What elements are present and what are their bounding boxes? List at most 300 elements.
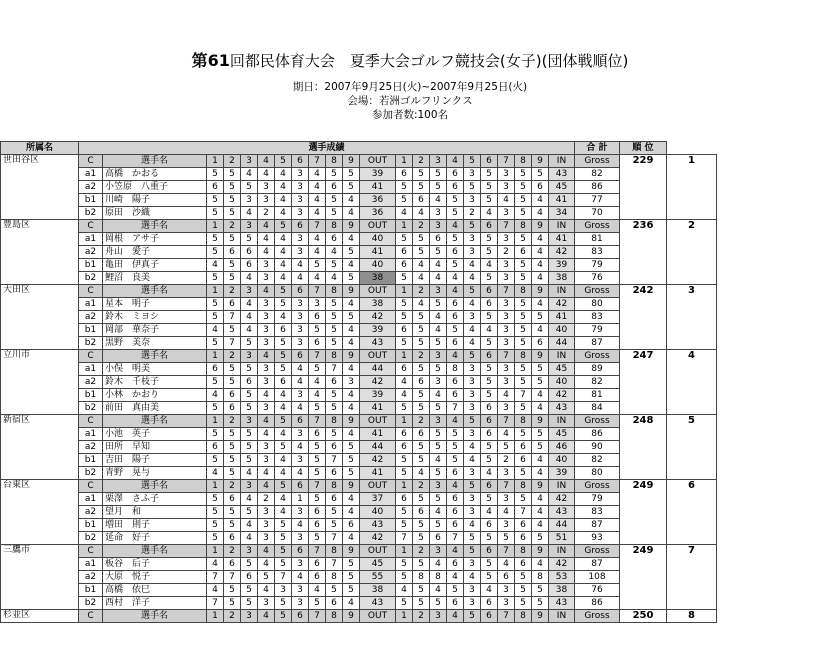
page-title xyxy=(0,48,820,71)
column-header: 2 xyxy=(224,415,241,428)
hole-score: 6 xyxy=(275,376,292,389)
player-name: 鈴木 千枝子 xyxy=(103,376,207,389)
in-total: 42 xyxy=(549,389,575,402)
column-header: 2 xyxy=(224,220,241,233)
hole-score: 6 xyxy=(515,441,532,454)
hole-score: 8 xyxy=(326,571,343,584)
hole-score: 5 xyxy=(241,454,258,467)
hole-score: 4 xyxy=(241,519,258,532)
hole-score: 5 xyxy=(343,246,360,259)
out-total: 40 xyxy=(360,233,396,246)
hole-score: 6 xyxy=(430,532,447,545)
hole-score: 5 xyxy=(207,493,224,506)
hole-score: 5 xyxy=(515,467,532,480)
player-row xyxy=(1,558,717,571)
player-name: 吉田 陽子 xyxy=(103,454,207,467)
hole-score: 6 xyxy=(207,441,224,454)
out-total: 40 xyxy=(360,506,396,519)
hole-score: 6 xyxy=(515,519,532,532)
column-header: 3 xyxy=(430,415,447,428)
hole-score: 5 xyxy=(326,389,343,402)
column-header: 2 xyxy=(224,285,241,298)
player-row xyxy=(1,584,717,597)
hole-score: 4 xyxy=(241,272,258,285)
hole-score: 3 xyxy=(498,259,515,272)
column-header: 9 xyxy=(532,480,549,493)
column-header: 3 xyxy=(430,155,447,168)
out-total: 43 xyxy=(360,519,396,532)
header-total: 合 計 xyxy=(575,142,620,155)
player-row xyxy=(1,337,717,350)
hole-score: 1 xyxy=(292,493,309,506)
hole-score: 4 xyxy=(532,259,549,272)
hole-score: 4 xyxy=(292,376,309,389)
hole-score: 5 xyxy=(224,259,241,272)
hole-score: 6 xyxy=(241,571,258,584)
hole-score: 3 xyxy=(275,584,292,597)
hole-score: 5 xyxy=(515,324,532,337)
hole-score: 5 xyxy=(447,428,464,441)
in-total: 39 xyxy=(549,259,575,272)
hole-score: 6 xyxy=(309,311,326,324)
in-total: 53 xyxy=(549,571,575,584)
hole-score: 5 xyxy=(224,428,241,441)
hole-score: 4 xyxy=(498,389,515,402)
hole-score: 5 xyxy=(532,363,549,376)
hole-score: 4 xyxy=(275,246,292,259)
hole-score: 4 xyxy=(326,246,343,259)
hole-score: 3 xyxy=(292,168,309,181)
hole-score: 4 xyxy=(241,532,258,545)
team-total: 247 xyxy=(620,350,667,415)
column-header: 6 xyxy=(481,155,498,168)
hole-score: 5 xyxy=(343,571,360,584)
hole-score: 5 xyxy=(447,324,464,337)
hole-score: 4 xyxy=(275,454,292,467)
column-header: 9 xyxy=(343,415,360,428)
player-row xyxy=(1,168,717,181)
column-header: Gross xyxy=(575,610,620,623)
hole-score: 5 xyxy=(515,207,532,220)
player-name: 黒野 美奈 xyxy=(103,337,207,350)
player-row xyxy=(1,493,717,506)
hole-score: 7 xyxy=(447,402,464,415)
hole-score: 5 xyxy=(309,493,326,506)
hole-score: 5 xyxy=(515,363,532,376)
hole-score: 3 xyxy=(258,506,275,519)
player-name: 小林 かおり xyxy=(103,389,207,402)
player-row xyxy=(1,376,717,389)
player-row xyxy=(1,389,717,402)
hole-score: 4 xyxy=(275,506,292,519)
column-header: C xyxy=(79,350,103,363)
hole-score: 4 xyxy=(343,363,360,376)
column-header: C xyxy=(79,155,103,168)
column-header: 3 xyxy=(430,350,447,363)
hole-score: 4 xyxy=(447,272,464,285)
hole-score: 4 xyxy=(292,441,309,454)
hole-score: 4 xyxy=(241,467,258,480)
gross-score: 80 xyxy=(575,298,620,311)
in-total: 43 xyxy=(549,402,575,415)
hole-score: 5 xyxy=(515,181,532,194)
column-header: 2 xyxy=(413,350,430,363)
hole-score: 3 xyxy=(258,454,275,467)
hole-score: 6 xyxy=(224,558,241,571)
hole-score: 5 xyxy=(207,298,224,311)
hole-score: 3 xyxy=(292,558,309,571)
hole-score: 4 xyxy=(275,168,292,181)
hole-score: 6 xyxy=(413,506,430,519)
gross-score: 76 xyxy=(575,272,620,285)
team-total: 250 xyxy=(620,610,667,623)
column-header: 4 xyxy=(447,610,464,623)
hole-score: 5 xyxy=(241,389,258,402)
hole-score: 4 xyxy=(413,207,430,220)
gross-score: 82 xyxy=(575,454,620,467)
hole-score: 5 xyxy=(515,298,532,311)
player-category: a1 xyxy=(79,168,103,181)
hole-score: 5 xyxy=(515,259,532,272)
hole-score: 6 xyxy=(224,402,241,415)
gross-score: 81 xyxy=(575,233,620,246)
hole-score: 3 xyxy=(464,597,481,610)
hole-score: 5 xyxy=(532,376,549,389)
out-total: 41 xyxy=(360,402,396,415)
column-header: 選手名 xyxy=(103,220,207,233)
hole-score: 2 xyxy=(464,207,481,220)
hole-score: 3 xyxy=(498,337,515,350)
hole-score: 3 xyxy=(292,246,309,259)
column-header: 1 xyxy=(207,415,224,428)
column-header: OUT xyxy=(360,350,396,363)
hole-score: 3 xyxy=(343,376,360,389)
hole-score: 4 xyxy=(481,506,498,519)
event-venue: 会場：若洲ゴルフリンクス xyxy=(347,95,473,107)
player-row xyxy=(1,181,717,194)
team-header-row xyxy=(1,610,717,623)
hole-score: 3 xyxy=(464,493,481,506)
player-category: b2 xyxy=(79,402,103,415)
hole-score: 4 xyxy=(343,324,360,337)
hole-score: 5 xyxy=(326,194,343,207)
hole-score: 5 xyxy=(207,311,224,324)
column-header: 6 xyxy=(481,350,498,363)
column-header: 3 xyxy=(241,480,258,493)
hole-score: 5 xyxy=(241,506,258,519)
column-header: IN xyxy=(549,610,575,623)
column-header: 4 xyxy=(447,155,464,168)
column-header: 7 xyxy=(309,480,326,493)
hole-score: 5 xyxy=(396,402,413,415)
column-header: 2 xyxy=(224,350,241,363)
hole-score: 3 xyxy=(258,402,275,415)
hole-score: 6 xyxy=(224,493,241,506)
column-header: IN xyxy=(549,415,575,428)
team-header-row xyxy=(1,220,717,233)
hole-score: 5 xyxy=(481,194,498,207)
hole-score: 5 xyxy=(326,324,343,337)
hole-score: 5 xyxy=(430,168,447,181)
column-header: Gross xyxy=(575,220,620,233)
column-header: 9 xyxy=(343,480,360,493)
hole-score: 5 xyxy=(396,181,413,194)
hole-score: 4 xyxy=(481,584,498,597)
hole-score: 3 xyxy=(258,181,275,194)
hole-score: 4 xyxy=(275,272,292,285)
player-category: b1 xyxy=(79,519,103,532)
column-header: 5 xyxy=(275,545,292,558)
team-header-row xyxy=(1,545,717,558)
column-header: 5 xyxy=(275,610,292,623)
hole-score: 6 xyxy=(447,519,464,532)
hole-score: 3 xyxy=(258,324,275,337)
hole-score: 5 xyxy=(396,558,413,571)
player-row xyxy=(1,441,717,454)
team-rank: 8 xyxy=(667,610,717,623)
hole-score: 4 xyxy=(532,389,549,402)
hole-score: 5 xyxy=(515,272,532,285)
hole-score: 6 xyxy=(241,376,258,389)
gross-score: 87 xyxy=(575,558,620,571)
hole-score: 4 xyxy=(532,467,549,480)
hole-score: 3 xyxy=(258,272,275,285)
hole-score: 3 xyxy=(498,311,515,324)
column-header: 4 xyxy=(258,610,275,623)
column-header: 8 xyxy=(515,545,532,558)
column-header: IN xyxy=(549,285,575,298)
hole-score: 7 xyxy=(326,363,343,376)
hole-score: 3 xyxy=(498,597,515,610)
column-header: 4 xyxy=(258,155,275,168)
hole-score: 4 xyxy=(430,272,447,285)
hole-score: 6 xyxy=(447,181,464,194)
team-rank: 7 xyxy=(667,545,717,610)
hole-score: 6 xyxy=(481,298,498,311)
hole-score: 5 xyxy=(275,532,292,545)
hole-score: 5 xyxy=(241,337,258,350)
hole-score: 5 xyxy=(498,532,515,545)
hole-score: 3 xyxy=(292,337,309,350)
hole-score: 5 xyxy=(326,298,343,311)
hole-score: 5 xyxy=(275,519,292,532)
hole-score: 4 xyxy=(343,506,360,519)
hole-score: 3 xyxy=(498,207,515,220)
column-header: 2 xyxy=(413,480,430,493)
hole-score: 5 xyxy=(326,207,343,220)
hole-score: 6 xyxy=(481,597,498,610)
hole-score: 5 xyxy=(515,584,532,597)
hole-score: 4 xyxy=(532,246,549,259)
hole-score: 5 xyxy=(498,441,515,454)
hole-score: 5 xyxy=(430,298,447,311)
hole-score: 3 xyxy=(292,233,309,246)
column-header: 9 xyxy=(343,220,360,233)
hole-score: 4 xyxy=(464,454,481,467)
hole-score: 3 xyxy=(464,246,481,259)
player-row xyxy=(1,233,717,246)
in-total: 41 xyxy=(549,233,575,246)
header-rank: 順 位 xyxy=(620,142,667,155)
gross-score: 86 xyxy=(575,181,620,194)
column-header: 2 xyxy=(224,545,241,558)
hole-score: 5 xyxy=(207,233,224,246)
hole-score: 5 xyxy=(481,272,498,285)
hole-score: 3 xyxy=(464,168,481,181)
hole-score: 5 xyxy=(207,168,224,181)
hole-score: 5 xyxy=(532,428,549,441)
hole-score: 4 xyxy=(343,207,360,220)
column-header: 6 xyxy=(481,480,498,493)
column-header: 1 xyxy=(396,415,413,428)
column-header: 9 xyxy=(532,610,549,623)
column-header: OUT xyxy=(360,285,396,298)
hole-score: 5 xyxy=(464,532,481,545)
player-name: 小池 英子 xyxy=(103,428,207,441)
hole-score: 5 xyxy=(413,181,430,194)
participant-count: 参加者数:100名 xyxy=(371,109,449,121)
player-name: 西村 洋子 xyxy=(103,597,207,610)
player-name: 岡部 華奈子 xyxy=(103,324,207,337)
hole-score: 4 xyxy=(464,272,481,285)
player-name: 星本 明子 xyxy=(103,298,207,311)
hole-score: 4 xyxy=(207,259,224,272)
column-header: 1 xyxy=(396,610,413,623)
column-header: OUT xyxy=(360,155,396,168)
player-row xyxy=(1,194,717,207)
hole-score: 5 xyxy=(413,454,430,467)
column-header: 2 xyxy=(413,545,430,558)
hole-score: 5 xyxy=(447,259,464,272)
hole-score: 5 xyxy=(343,272,360,285)
in-total: 42 xyxy=(549,298,575,311)
column-header: 9 xyxy=(343,350,360,363)
hole-score: 5 xyxy=(430,246,447,259)
hole-score: 5 xyxy=(207,428,224,441)
in-total: 44 xyxy=(549,337,575,350)
player-row xyxy=(1,532,717,545)
hole-score: 6 xyxy=(481,428,498,441)
hole-score: 4 xyxy=(464,441,481,454)
hole-score: 5 xyxy=(413,532,430,545)
player-category: b2 xyxy=(79,272,103,285)
hole-score: 6 xyxy=(532,181,549,194)
hole-score: 5 xyxy=(207,454,224,467)
out-total: 41 xyxy=(360,181,396,194)
hole-score: 2 xyxy=(258,207,275,220)
hole-score: 3 xyxy=(498,324,515,337)
hole-score: 5 xyxy=(207,532,224,545)
hole-score: 4 xyxy=(275,467,292,480)
team-header-row xyxy=(1,480,717,493)
hole-score: 4 xyxy=(343,493,360,506)
in-total: 41 xyxy=(549,311,575,324)
hole-score: 5 xyxy=(413,584,430,597)
hole-score: 4 xyxy=(275,207,292,220)
hole-score: 4 xyxy=(309,233,326,246)
hole-score: 4 xyxy=(430,506,447,519)
hole-score: 7 xyxy=(224,571,241,584)
hole-score: 3 xyxy=(464,389,481,402)
hole-score: 3 xyxy=(498,402,515,415)
column-header: 9 xyxy=(343,155,360,168)
column-header: 選手名 xyxy=(103,415,207,428)
hole-score: 6 xyxy=(447,493,464,506)
hole-score: 8 xyxy=(532,571,549,584)
column-header: 9 xyxy=(532,155,549,168)
gross-score: 86 xyxy=(575,597,620,610)
team-rank: 3 xyxy=(667,285,717,350)
hole-score: 5 xyxy=(532,311,549,324)
hole-score: 4 xyxy=(292,571,309,584)
hole-score: 5 xyxy=(326,519,343,532)
hole-score: 3 xyxy=(292,506,309,519)
hole-score: 5 xyxy=(413,597,430,610)
in-total: 38 xyxy=(549,584,575,597)
column-header: 9 xyxy=(343,285,360,298)
hole-score: 4 xyxy=(309,389,326,402)
hole-score: 5 xyxy=(481,363,498,376)
hole-score: 4 xyxy=(309,272,326,285)
column-header: 4 xyxy=(258,545,275,558)
hole-score: 5 xyxy=(241,428,258,441)
gross-score: 83 xyxy=(575,506,620,519)
column-header: 5 xyxy=(464,480,481,493)
hole-score: 5 xyxy=(413,168,430,181)
hole-score: 3 xyxy=(464,376,481,389)
hole-score: 6 xyxy=(481,519,498,532)
column-header: C xyxy=(79,545,103,558)
team-rank: 5 xyxy=(667,415,717,480)
column-header: 8 xyxy=(326,480,343,493)
hole-score: 5 xyxy=(309,454,326,467)
player-name: 鯉沼 良美 xyxy=(103,272,207,285)
hole-score: 5 xyxy=(447,454,464,467)
hole-score: 6 xyxy=(224,246,241,259)
event-period: 期日：2007年9月25日(火)~2007年9月25日(火) xyxy=(292,81,528,93)
column-header: Gross xyxy=(575,285,620,298)
hole-score: 5 xyxy=(207,402,224,415)
column-header: 7 xyxy=(498,285,515,298)
column-header: 1 xyxy=(396,285,413,298)
player-category: b1 xyxy=(79,454,103,467)
player-row xyxy=(1,467,717,480)
header-row xyxy=(1,142,717,155)
hole-score: 5 xyxy=(396,571,413,584)
out-total: 42 xyxy=(360,376,396,389)
team-total: 249 xyxy=(620,480,667,545)
gross-score: 76 xyxy=(575,584,620,597)
player-category: b2 xyxy=(79,207,103,220)
player-category: a1 xyxy=(79,428,103,441)
player-row xyxy=(1,519,717,532)
hole-score: 3 xyxy=(241,194,258,207)
column-header: 8 xyxy=(515,350,532,363)
hole-score: 4 xyxy=(532,233,549,246)
column-header: 5 xyxy=(464,610,481,623)
hole-score: 3 xyxy=(292,207,309,220)
team-header-row xyxy=(1,285,717,298)
player-row xyxy=(1,311,717,324)
hole-score: 6 xyxy=(515,558,532,571)
in-total: 38 xyxy=(549,272,575,285)
hole-score: 5 xyxy=(207,519,224,532)
hole-score: 5 xyxy=(309,441,326,454)
column-header: 5 xyxy=(275,480,292,493)
hole-score: 5 xyxy=(396,506,413,519)
in-total: 51 xyxy=(549,532,575,545)
gross-score: 79 xyxy=(575,324,620,337)
